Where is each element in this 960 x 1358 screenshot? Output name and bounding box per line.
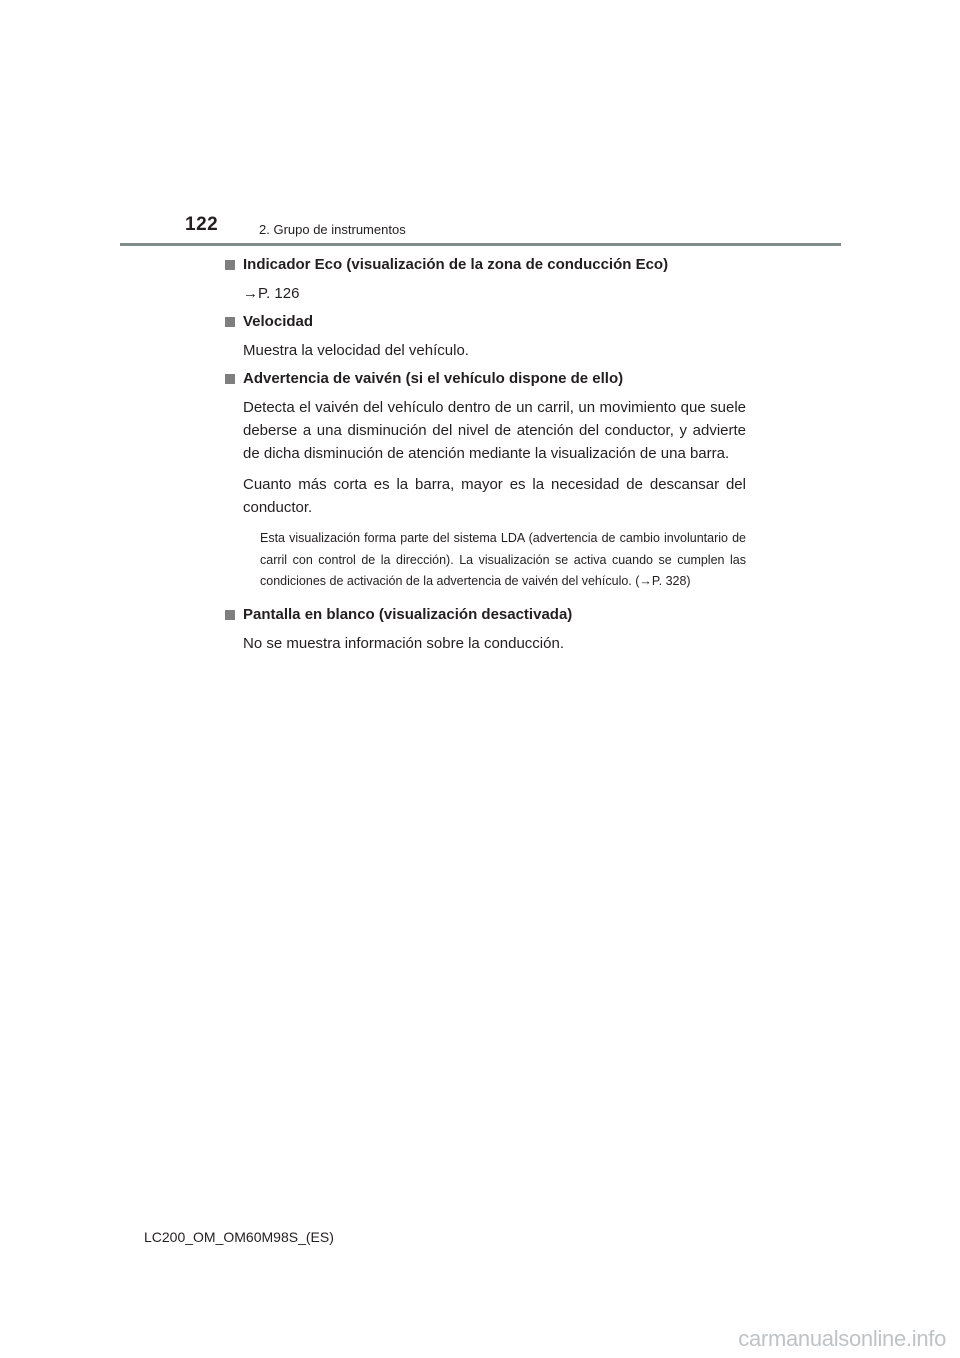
- body-paragraph: No se muestra información sobre la conducción.: [243, 634, 564, 652]
- footer-document-code: LC200_OM_OM60M98S_(ES): [144, 1229, 334, 1245]
- heading-sway-warning: [224, 368, 746, 390]
- heading-text: Pantalla en blanco (visualización desactivada): [243, 605, 573, 623]
- heading-text: Indicador Eco (visualización de la zona de conducción Eco): [243, 256, 669, 273]
- square-bullet-icon: [225, 610, 235, 620]
- square-bullet-icon: [225, 317, 235, 327]
- heading-text: Advertencia de vaivén (si el vehículo dispone de ello): [243, 370, 624, 387]
- page-reference-link[interactable]: →P. 126: [243, 285, 300, 302]
- page-number: 122: [185, 214, 219, 235]
- body-paragraph: Detecta el vaivén del vehículo dentro de un carril, un movimiento que suele deberse a una disminución del nivel de atención del conductor, y advierte de dicha disminución de atención mediante la visualización de una barra.: [243, 399, 746, 462]
- square-bullet-icon: [225, 374, 235, 384]
- section-title: 2. Grupo de instrumentos: [259, 222, 406, 237]
- heading-speed: [224, 311, 746, 333]
- header-divider: [120, 243, 841, 246]
- heading-blank-screen: [224, 604, 746, 626]
- body-paragraph: Cuanto más corta es la barra, mayor es la necesidad de descansar del conductor.: [243, 476, 746, 516]
- watermark: carmanualsonline.info: [738, 1326, 946, 1351]
- body-paragraph: Muestra la velocidad del vehículo.: [243, 342, 469, 359]
- heading-text: Velocidad: [243, 313, 314, 330]
- heading-eco-indicator: [224, 254, 746, 276]
- main-content: [224, 254, 746, 663]
- square-bullet-icon: [225, 260, 235, 270]
- note-paragraph: Esta visualización forma parte del sistema LDA (advertencia de cambio involuntario de carril con control de la dirección). La visualización se activa cuando se cumplen las condiciones de activación de la advertencia de vaivén del vehículo. (→P. 328): [260, 531, 746, 588]
